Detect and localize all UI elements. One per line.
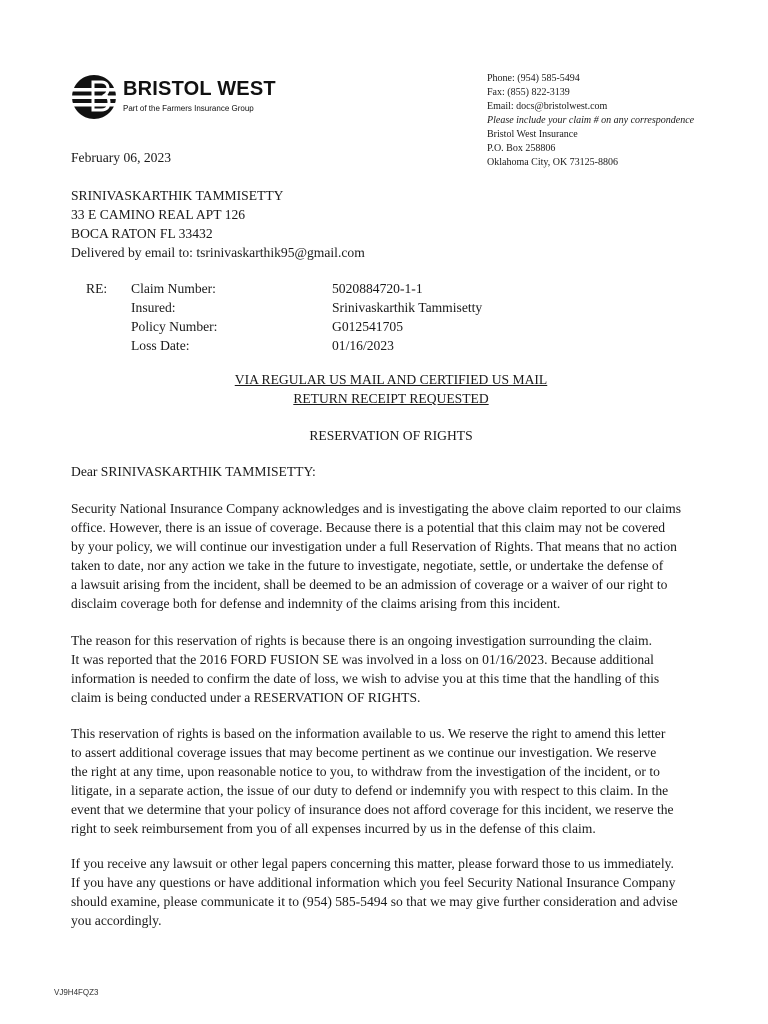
paragraph-line: the right at any time, upon reasonable notice to you, to withdraw from the investigation of the incident, or to: [71, 764, 660, 779]
logo-name: BRISTOL WEST: [123, 78, 276, 100]
paragraph-line: This reservation of rights is based on the information available to us. We reserve the right to amend this letter: [71, 726, 666, 741]
salutation: Dear SRINIVASKARTHIK TAMMISETTY:: [71, 464, 316, 479]
re-row: [86, 336, 686, 355]
letter-subject: RESERVATION OF RIGHTS: [309, 428, 473, 443]
paragraph-line: disclaim coverage both for defense and indemnity of the claims arising from this incident.: [71, 596, 561, 611]
paragraph-line: litigate, in a separate action, the issue of our duty to defend or indemnify you with respect to this claim. In the: [71, 783, 669, 798]
paragraph-3: [71, 724, 721, 838]
logo-tagline: Part of the Farmers Insurance Group: [123, 104, 254, 113]
paragraph-line: If you have any questions or have additional information which you feel Security National Insurance Company: [71, 875, 676, 890]
paragraph-line: Security National Insurance Company acknowledges and is investigating the above claim reported to our claims: [71, 501, 682, 516]
contact-note: Please include your claim # on any correspondence: [487, 115, 695, 126]
paragraph-line: It was reported that the 2016 FORD FUSION SE was involved in a loss on 01/16/2023. Because additional: [71, 652, 654, 667]
re-value: G012541705: [332, 319, 403, 334]
bristol-west-logo-mark-icon: [71, 74, 117, 120]
re-row: [86, 317, 686, 336]
re-block: [86, 279, 686, 355]
re-label: Policy Number:: [131, 319, 218, 334]
re-row: [86, 279, 686, 298]
recipient-name: SRINIVASKARTHIK TAMMISETTY: [71, 188, 284, 203]
contact-phone: Phone: (954) 585-5494: [487, 73, 580, 84]
paragraph-line: event that we determine that your policy of insurance does not afford coverage for this incident, we reserve the: [71, 802, 674, 817]
paragraph-1: [71, 499, 721, 613]
paragraph-line: taken to date, nor any action we take in the future to investigate, negotiate, settle, or undertake the defense of: [71, 558, 664, 573]
paragraph-line: The reason for this reservation of rights is because there is an ongoing investigation surrounding the claim.: [71, 633, 652, 648]
re-value: Srinivaskarthik Tammisetty: [332, 300, 483, 315]
recipient-street: 33 E CAMINO REAL APT 126: [71, 207, 246, 222]
paragraph-line: you accordingly.: [71, 913, 162, 928]
contact-po-box: P.O. Box 258806: [487, 143, 556, 154]
re-label: Insured:: [131, 300, 176, 315]
paragraph-line: claim is being conducted under a RESERVATION OF RIGHTS.: [71, 690, 421, 705]
re-row: [86, 298, 686, 317]
paragraph-4: [71, 854, 721, 930]
paragraph-line: a lawsuit arising from the incident, shall be deemed to be an admission of coverage or a waiver of our right to: [71, 577, 668, 592]
re-label: Loss Date:: [131, 338, 190, 353]
paragraph-line: office. However, there is an issue of coverage. Because there is a potential that this claim may not be covered: [71, 520, 666, 535]
recipient-delivery: Delivered by email to: tsrinivaskarthik95@gmail.com: [71, 245, 365, 260]
re-tag: RE:: [86, 281, 108, 296]
contact-company: Bristol West Insurance: [487, 129, 578, 140]
mail-method-line-1: VIA REGULAR US MAIL AND CERTIFIED US MAIL: [234, 372, 548, 387]
paragraph-line: If you receive any lawsuit or other legal papers concerning this matter, please forward those to us immediately.: [71, 856, 674, 871]
paragraph-line: to assert additional coverage issues that may become pertinent as we continue our investigation. We reserve: [71, 745, 657, 760]
contact-email: Email: docs@bristolwest.com: [487, 101, 608, 112]
paragraph-2: [71, 631, 721, 707]
recipient-address: [71, 186, 365, 262]
paragraph-line: information is needed to confirm the date of loss, we wish to advise you at this time that the handling of this: [71, 671, 660, 686]
company-logo: [71, 74, 281, 124]
contact-fax: Fax: (855) 822-3139: [487, 87, 570, 98]
mail-method-line-2: RETURN RECEIPT REQUESTED: [293, 391, 489, 406]
re-label: Claim Number:: [131, 281, 216, 296]
paragraph-line: by your policy, we will continue our investigation under a full Reservation of Rights. That means that no action: [71, 539, 677, 554]
letter-date: February 06, 2023: [71, 150, 172, 165]
contact-block: [487, 72, 757, 170]
document-code: VJ9H4FQZ3: [54, 988, 99, 997]
recipient-city: BOCA RATON FL 33432: [71, 226, 213, 241]
paragraph-line: should examine, please communicate it to (954) 585-5494 so that we may give further consideration and advise: [71, 894, 678, 909]
re-value: 5020884720-1-1: [332, 281, 423, 296]
contact-city: Oklahoma City, OK 73125-8806: [487, 157, 619, 168]
paragraph-line: right to seek reimbursement from you of all expenses incurred by us in the defense of this claim.: [71, 821, 596, 836]
re-value: 01/16/2023: [332, 338, 394, 353]
